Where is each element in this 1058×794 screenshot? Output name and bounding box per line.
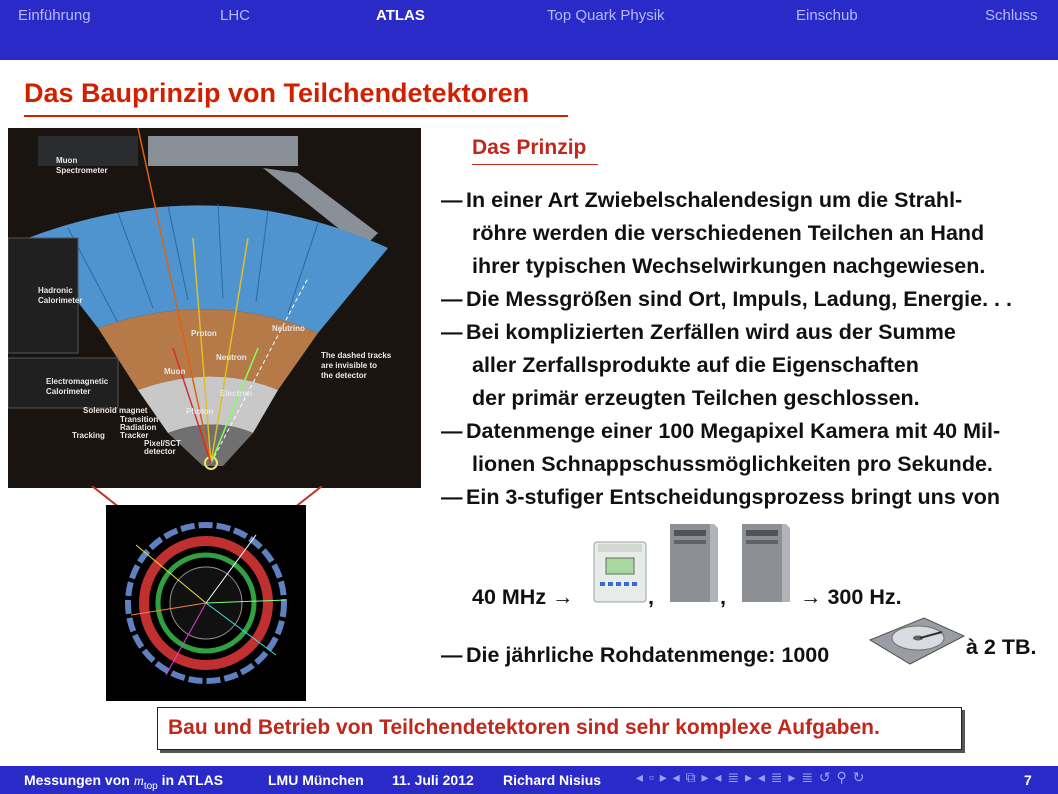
tab-lhc[interactable]: LHC <box>220 7 251 24</box>
bullet-1-line-1: In einer Art Zwiebelschalendesign um die Strahl- <box>466 188 963 212</box>
bullet-dash: — <box>441 287 463 311</box>
label-electron: Electron <box>220 389 253 398</box>
footer-mtop: m <box>133 774 144 789</box>
rate-to: → 300 Hz. <box>800 585 902 609</box>
hard-disk-icon <box>866 614 966 666</box>
label-photon: Photon <box>186 407 214 416</box>
tab-atlas[interactable]: ATLAS <box>376 7 425 24</box>
bullet-5: Ein 3-stufiger Entscheidungsprozess bringt uns von <box>466 485 1000 509</box>
bullet-dash: — <box>441 320 463 344</box>
footer-talk-suffix: in ATLAS <box>161 772 224 788</box>
label-neutrino: Neutrino <box>272 324 305 333</box>
label-pixel: Pixel/SCT <box>144 439 181 448</box>
footer-institute: LMU München <box>268 772 364 788</box>
page-number: 7 <box>1024 772 1032 788</box>
label-em: Electromagnetic <box>46 377 109 386</box>
label-pixel-2: detector <box>144 447 176 456</box>
bullet-2: Die Messgrößen sind Ort, Impuls, Ladung, Energie. . . <box>466 287 1012 311</box>
footer-bar <box>0 766 1058 794</box>
event-display-image <box>106 505 306 701</box>
label-hadronic-2: Calorimeter <box>38 296 83 305</box>
label-proton: Proton <box>191 329 217 338</box>
label-trt-3: Tracker <box>120 431 149 440</box>
tab-top-quark-physik[interactable]: Top Quark Physik <box>547 7 665 24</box>
detector-cross-section-image <box>8 128 421 488</box>
bullet-dash: — <box>441 643 463 667</box>
beamer-navigation-symbols[interactable]: ◂ ▫ ▸ ◂ ⧉ ▸ ◂ ≣ ▸ ◂ ≣ ▸ ≣ ↺ ⚲ ↻ <box>636 769 866 785</box>
summary-box <box>157 707 962 750</box>
rate-from: 40 MHz → <box>472 585 574 609</box>
bullet-3-line-3: der primär erzeugten Teilchen geschlossen. <box>472 386 920 410</box>
bullet-dash: — <box>441 485 463 509</box>
label-muon-spectrometer: Muon <box>56 156 78 165</box>
label-muon: Muon <box>164 367 186 376</box>
label-muon-spectrometer-2: Spectrometer <box>56 166 108 175</box>
bullet-3-line-2: aller Zerfallsprodukte auf die Eigenschaften <box>472 353 919 377</box>
tab-einschub[interactable]: Einschub <box>796 7 858 24</box>
section-subtitle: Das Prinzip <box>472 136 587 159</box>
bullet-4-line-2: lionen Schnappschussmöglichkeiten pro Sekunde. <box>472 452 993 476</box>
bullet-6-tail: à 2 TB. <box>966 635 1037 659</box>
title-underline <box>24 115 568 117</box>
top-navigation <box>0 0 1058 60</box>
summary-text: Bau und Betrieb von Teilchendetektoren sind sehr komplexe Aufgaben. <box>168 716 880 739</box>
footer-author: Richard Nisius <box>503 772 602 788</box>
label-tracking: Tracking <box>72 431 105 440</box>
server-tower-icon <box>662 520 720 604</box>
label-hadronic: Hadronic <box>38 286 73 295</box>
bullet-4-line-1: Datenmenge einer 100 Megapixel Kamera mit 40 Mil- <box>466 419 1001 443</box>
level1-trigger-module-icon <box>592 536 648 606</box>
footer-talk-title <box>24 772 223 792</box>
bullet-1-line-3: ihrer typischen Wechselwirkungen nachgewiesen. <box>472 254 986 278</box>
server-tower-icon <box>734 520 792 604</box>
label-note-2: are invisible to <box>321 361 378 370</box>
bullet-dash: — <box>441 419 463 443</box>
bullet-3-line-1: Bei komplizierten Zerfällen wird aus der Summe <box>466 320 956 344</box>
footer-date: 11. Juli 2012 <box>392 772 474 788</box>
label-em-2: Calorimeter <box>46 387 91 396</box>
label-trt-2: Radiation <box>120 423 157 432</box>
comma-1: , <box>648 585 654 609</box>
slide-title: Das Bauprinzip von Teilchendetektoren <box>24 78 530 108</box>
label-trt: Transition <box>120 415 159 424</box>
subtitle-underline <box>472 164 598 165</box>
label-neutron: Neutron <box>216 353 247 362</box>
bullet-dash: — <box>441 188 463 212</box>
footer-mtop-sub: top <box>143 780 158 792</box>
tab-einfuehrung[interactable]: Einführung <box>18 7 91 24</box>
bullet-6: Die jährliche Rohdatenmenge: 1000 <box>466 643 830 667</box>
label-note: The dashed tracks <box>321 351 392 360</box>
bullet-1-line-2: röhre werden die verschiedenen Teilchen an Hand <box>472 221 985 245</box>
comma-2: , <box>720 585 726 609</box>
tab-schluss[interactable]: Schluss <box>985 7 1038 24</box>
footer-talk-prefix: Messungen von <box>24 772 130 788</box>
label-note-3: the detector <box>321 371 367 380</box>
label-solenoid: Solenoid magnet <box>83 406 148 415</box>
